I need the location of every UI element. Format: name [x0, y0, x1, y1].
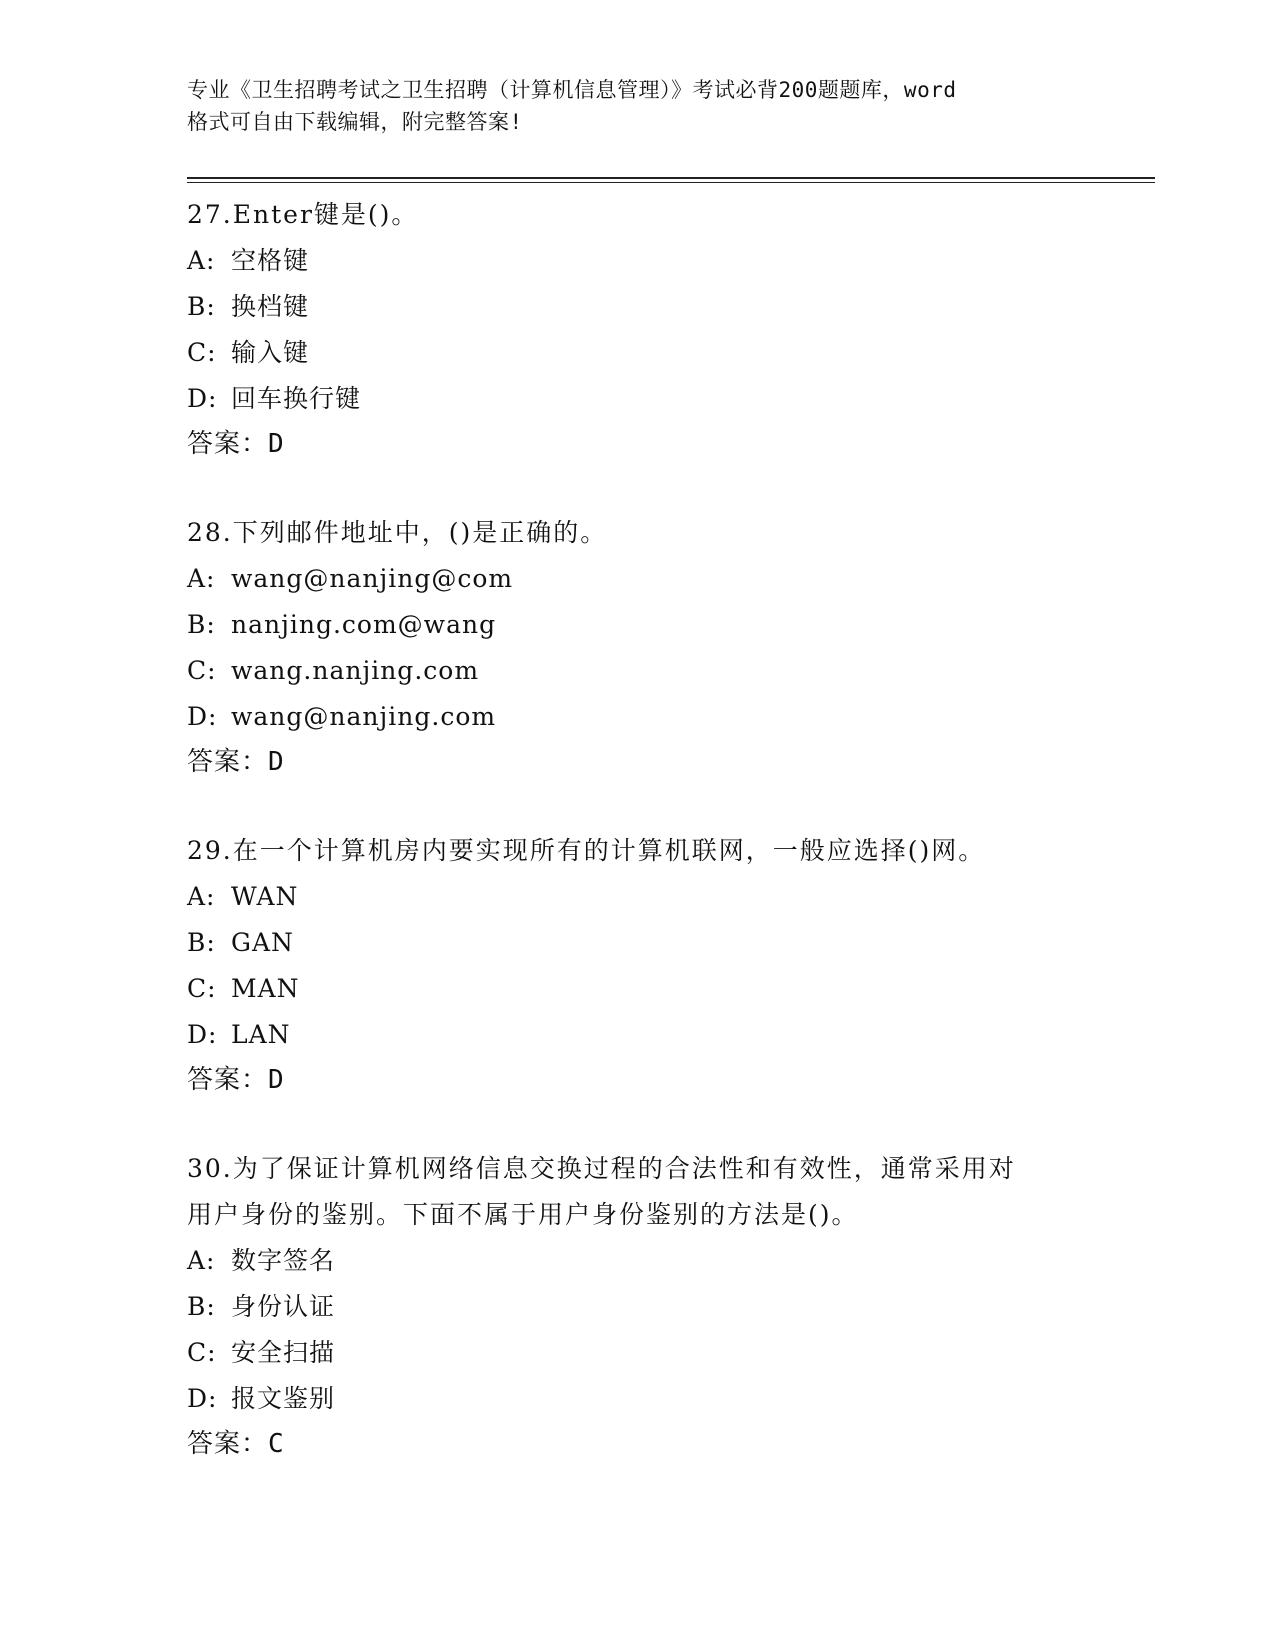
option-letter: C:: [187, 974, 217, 1003]
option-text: 换档键: [231, 292, 310, 321]
question-stem: 29.在一个计算机房内要实现所有的计算机联网，一般应选择()网。: [187, 836, 986, 865]
question-28: [187, 510, 1087, 784]
option-letter: A:: [187, 564, 216, 593]
answer-label: 答案：: [187, 429, 269, 459]
option-letter: A:: [187, 246, 216, 275]
option-d: [187, 694, 1087, 740]
option-text: wang@nanjing@com: [231, 564, 514, 593]
option-text: GAN: [231, 928, 294, 957]
option-a: [187, 556, 1087, 602]
option-letter: B:: [187, 1292, 216, 1321]
option-d: [187, 1376, 1087, 1422]
answer-label: 答案：: [187, 1429, 269, 1459]
header-title-line-2: 格式可自由下载编辑，附完整答案!: [187, 110, 523, 134]
option-letter: C:: [187, 656, 217, 685]
option-letter: B:: [187, 292, 216, 321]
option-b: [187, 920, 1087, 966]
option-letter: B:: [187, 928, 216, 957]
option-c: [187, 1330, 1087, 1376]
answer-label: 答案：: [187, 1065, 269, 1095]
answer-line: [187, 1058, 1087, 1102]
document-header: [187, 74, 1087, 138]
option-letter: A:: [187, 882, 216, 911]
option-letter: B:: [187, 610, 216, 639]
option-text: 身份认证: [231, 1292, 336, 1321]
option-text: MAN: [231, 974, 300, 1003]
option-text: LAN: [231, 1020, 291, 1049]
option-letter: C:: [187, 338, 217, 367]
option-letter: D:: [187, 1384, 218, 1413]
option-letter: D:: [187, 1020, 218, 1049]
answer-value: C: [268, 1429, 284, 1459]
option-b: [187, 284, 1087, 330]
answer-value: D: [268, 747, 284, 777]
option-text: WAN: [231, 882, 299, 911]
option-b: [187, 602, 1087, 648]
option-text: 回车换行键: [231, 384, 362, 413]
question-30: [187, 1146, 1087, 1466]
option-text: nanjing.com@wang: [231, 610, 497, 639]
option-letter: D:: [187, 702, 218, 731]
header-divider-thick: [187, 177, 1155, 179]
option-text: 空格键: [231, 246, 310, 275]
option-a: [187, 874, 1087, 920]
option-letter: D:: [187, 384, 218, 413]
option-text: 输入键: [231, 338, 310, 367]
option-letter: C:: [187, 1338, 217, 1367]
question-stem: 27.Enter键是()。: [187, 200, 419, 229]
option-c: [187, 966, 1087, 1012]
option-text: 安全扫描: [231, 1338, 336, 1367]
question-stem-line-2: 用户身份的鉴别。下面不属于用户身份鉴别的方法是()。: [187, 1200, 859, 1229]
option-c: [187, 330, 1087, 376]
answer-line: [187, 740, 1087, 784]
header-title-line-1: 专业《卫生招聘考试之卫生招聘（计算机信息管理）》考试必背200题题库，word: [187, 78, 957, 102]
option-b: [187, 1284, 1087, 1330]
answer-line: [187, 422, 1087, 466]
option-text: 报文鉴别: [231, 1384, 336, 1413]
option-a: [187, 1238, 1087, 1284]
option-d: [187, 376, 1087, 422]
option-letter: A:: [187, 1246, 216, 1275]
answer-line: [187, 1422, 1087, 1466]
answer-value: D: [268, 1065, 284, 1095]
question-27: [187, 192, 1087, 466]
option-text: wang.nanjing.com: [231, 656, 480, 685]
header-divider-thin: [187, 182, 1155, 183]
question-29: [187, 828, 1087, 1102]
question-stem: 28.下列邮件地址中，()是正确的。: [187, 518, 608, 547]
option-text: 数字签名: [231, 1246, 336, 1275]
answer-value: D: [268, 429, 284, 459]
answer-label: 答案：: [187, 747, 269, 777]
question-list: [187, 192, 1087, 1510]
option-text: wang@nanjing.com: [231, 702, 497, 731]
option-c: [187, 648, 1087, 694]
question-stem-line-1: 30.为了保证计算机网络信息交换过程的合法性和有效性，通常采用对: [187, 1154, 1016, 1183]
option-d: [187, 1012, 1087, 1058]
option-a: [187, 238, 1087, 284]
